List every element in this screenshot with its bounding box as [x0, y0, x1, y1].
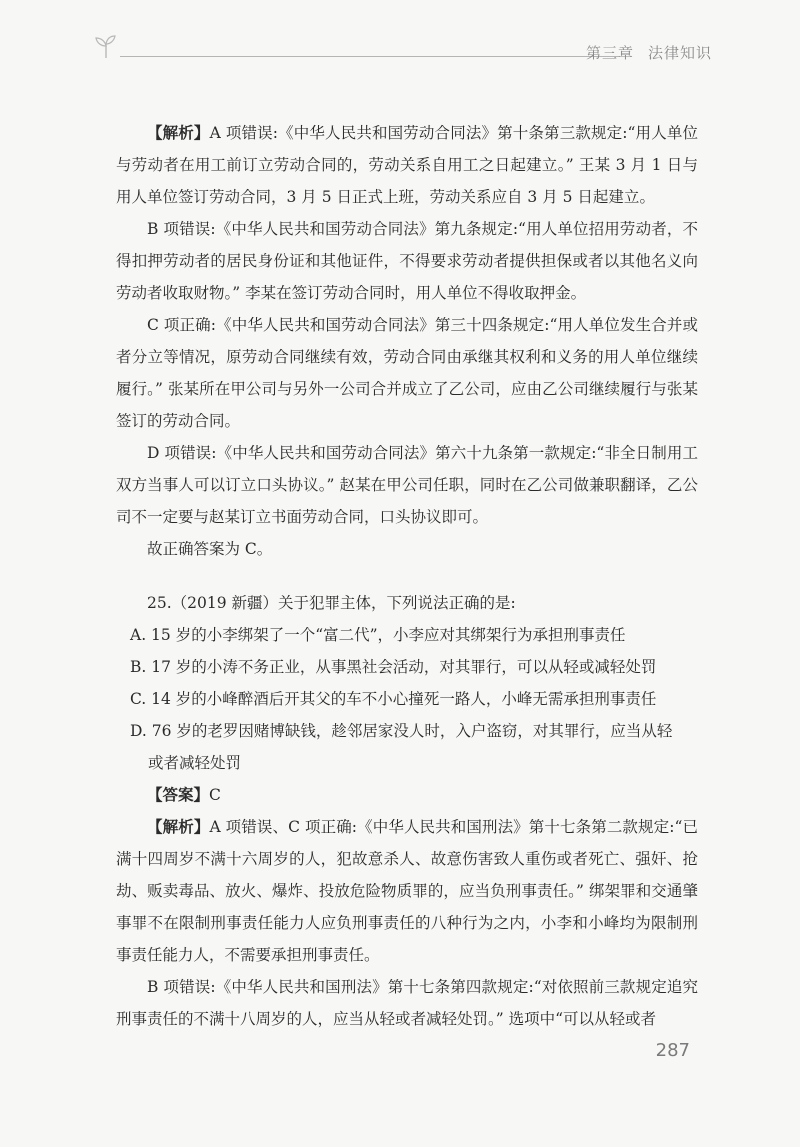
chapter-title: 法律知识: [647, 44, 712, 62]
header-divider: [120, 56, 620, 57]
analysis-paragraph: [116, 117, 698, 213]
page-body: [116, 117, 698, 1035]
question-analysis-b: B 项错误:《中华人民共和国刑法》第十七条第四款规定:“对依照前三款规定追究刑事责任的不满十八周岁的人，应当从轻或者减轻处罚。” 选项中“可以从轻或者: [116, 978, 698, 1028]
option-c: C. 14 岁的小峰醉酒后开其父的车不小心撞死一路人，小峰无需承担刑事责任: [130, 690, 657, 708]
page-number: 287: [655, 1040, 690, 1061]
page-header: [92, 28, 712, 68]
question-analysis-text: A 项错误、C 项正确:《中华人民共和国刑法》第十七条第二款规定:“已满十四周岁不满十六周岁的人，犯故意杀人、故意伤害致人重伤或者死亡、强奸、抢劫、贩卖毒品、放火、爆炸、投放危险物质罪的，应当负刑事责任。” 绑架罪和交通肇事罪不在限制刑事责任能力人应负刑事责任的八种行为之内，小李和小峰均为限制刑事责任能力人，不需要承担刑事责任。: [116, 818, 698, 964]
option-d: D. 76 岁的老罗因赌博缺钱，趁邻居家没人时，入户盗窃，对其罪行，应当从轻: [130, 722, 673, 740]
analysis-paragraph-b: B 项错误:《中华人民共和国劳动合同法》第九条规定:“用人单位招用劳动者，不得扣押劳动者的居民身份证和其他证件，不得要求劳动者提供担保或者以其他名义向劳动者收取财物。” 李某在签订劳动合同时，用人单位不得收取押金。: [116, 220, 698, 302]
analysis-paragraph-d: D 项错误:《中华人民共和国劳动合同法》第六十九条第一款规定:“非全日制用工双方当事人可以订立口头协议。” 赵某在甲公司任职，同时在乙公司做兼职翻译，乙公司不一定要与赵某订立书面劳动合同，口头协议即可。: [116, 444, 698, 526]
correct-answer-note: 故正确答案为 C。: [147, 540, 273, 558]
question-stem: 25.（2019 新疆）关于犯罪主体，下列说法正确的是:: [147, 594, 516, 612]
analysis-paragraph-c: C 项正确:《中华人民共和国劳动合同法》第三十四条规定:“用人单位发生合并或者分立等情况，原劳动合同继续有效，劳动合同由承继其权利和义务的用人单位继续履行。” 张某所在甲公司与另外一公司合并成立了乙公司，应由乙公司继续履行与张某签订的劳动合同。: [116, 316, 698, 430]
answer-tag: 【答案】: [147, 786, 210, 804]
sprout-icon: [92, 34, 120, 60]
question-analysis: [116, 811, 698, 971]
option-a: A. 15 岁的小李绑架了一个“富二代”，小李应对其绑架行为承担刑事责任: [130, 626, 626, 644]
question-analysis-tag: 【解析】: [147, 818, 210, 836]
chapter-heading: [572, 42, 712, 63]
answer-line: [116, 779, 698, 811]
option-b: B. 17 岁的小涛不务正业，从事黑社会活动，对其罪行，可以从轻或减轻处罚: [130, 658, 657, 676]
analysis-text: A 项错误:《中华人民共和国劳动合同法》第十条第三款规定:“用人单位与劳动者在用工前订立劳动合同的，劳动关系自用工之日起建立。” 王某 3 月 1 日与用人单位签订劳动合同，3 月 5 日正式上班，劳动关系应自 3 月 5 日起建立。: [116, 124, 698, 206]
answer-value: C: [209, 786, 221, 804]
option-d-continued: 或者减轻处罚: [148, 754, 242, 772]
chapter-number: 第三章: [585, 44, 634, 62]
analysis-tag: 【解析】: [147, 124, 210, 142]
